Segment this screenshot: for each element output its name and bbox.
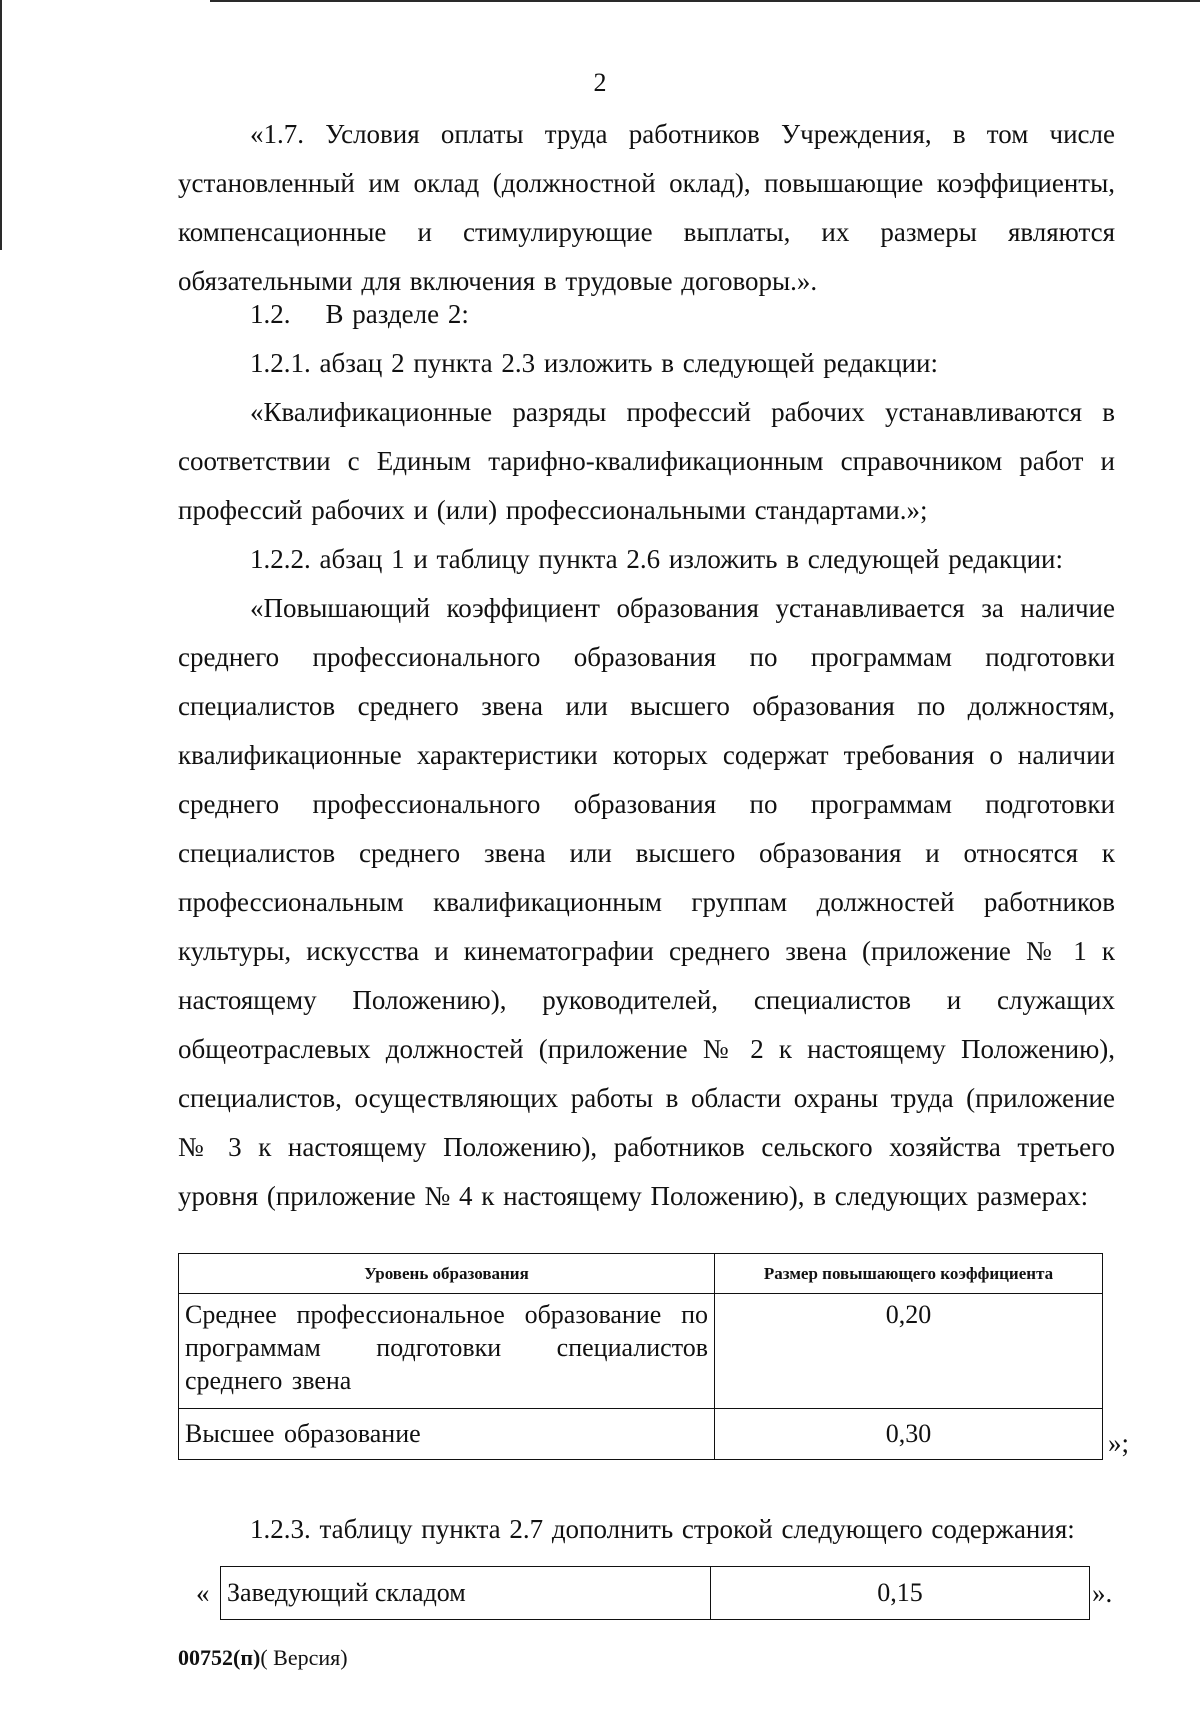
- paragraph-1-2-2: [178, 535, 1115, 584]
- storage-opening-quote: «: [196, 1578, 210, 1608]
- table-header-coefficient: Размер повышающего коэффициента: [715, 1254, 1103, 1294]
- paragraph-text: «Квалификационные разряды профессий рабочих устанавливаются в соответствии с Единым тарифно-квалификационным справочником работ и профессий рабочих и (или) профессиональными стандартами.»;: [178, 397, 1115, 525]
- document-code: [178, 1645, 348, 1671]
- storage-closing-quote: ».: [1092, 1578, 1113, 1608]
- paragraph-text: 1.2.3. таблицу пункта 2.7 дополнить строкой следующего содержания:: [250, 1514, 1075, 1544]
- table-row: [221, 1567, 1090, 1620]
- paragraph-text: 1.2. В разделе 2:: [250, 299, 469, 329]
- table-row: [179, 1409, 1103, 1460]
- paragraph-text: 1.2.2. абзац 1 и таблицу пункта 2.6 изложить в следующей редакции:: [250, 544, 1064, 574]
- scan-top-edge: [210, 0, 1200, 2]
- table-row: [179, 1294, 1103, 1409]
- page-number: 2: [593, 68, 607, 97]
- paragraph-1-7: [178, 110, 1115, 306]
- scan-left-edge: [0, 0, 2, 250]
- table-cell-position: Заведующий складом: [221, 1567, 711, 1620]
- table-closing-quote: »;: [1108, 1428, 1130, 1458]
- table-header-level: Уровень образования: [179, 1254, 715, 1294]
- table-cell-coefficient: 0,15: [711, 1567, 1090, 1620]
- storage-table: [220, 1566, 1090, 1620]
- paragraph-coefficient: [178, 584, 1115, 1221]
- document-code-number: 00752(п): [178, 1645, 261, 1670]
- table-cell-coefficient: 0,30: [715, 1409, 1103, 1460]
- table-cell-level: Среднее профессиональное образование по программам подготовки специалистов среднего звена: [179, 1294, 715, 1409]
- coefficient-table: [178, 1253, 1103, 1460]
- document-version: ( Версия): [260, 1645, 348, 1670]
- paragraph-1-2-3: [178, 1505, 1115, 1554]
- table-header-row: [179, 1254, 1103, 1294]
- table-cell-level: Высшее образование: [179, 1409, 715, 1460]
- paragraph-text: «Повышающий коэффициент образования устанавливается за наличие среднего профессионального образования по программам подготовки специалистов среднего звена или высшего образования по должностям, квалификационные характеристики которых содержат требования о наличии среднего профессионального образования по программам подготовки специалистов среднего звена или высшего образования и относятся к профессиональным квалификационным группам должностей работников культуры, искусства и кинематографии среднего звена (приложение № 1 к настоящему Положению), руководителей, специалистов и служащих общеотраслевых должностей (приложение № 2 к настоящему Положению), специалистов, осуществляющих работы в области охраны труда (приложение № 3 к настоящему Положению), работников сельского хозяйства третьего уровня (приложение № 4 к настоящему Положению), в следующих размерах:: [178, 593, 1115, 1211]
- paragraph-text: «1.7. Условия оплаты труда работников Учреждения, в том числе установленный им оклад (должностной оклад), повышающие коэффициенты, компенсационные и стимулирующие выплаты, их размеры являются обязательными для включения в трудовые договоры.».: [178, 119, 1115, 296]
- paragraph-1-2-1: [178, 339, 1115, 388]
- table-cell-coefficient: 0,20: [715, 1294, 1103, 1409]
- paragraph-text: 1.2.1. абзац 2 пункта 2.3 изложить в следующей редакции:: [250, 348, 939, 378]
- paragraph-qualification: [178, 388, 1115, 535]
- section-heading-1-2: [178, 290, 1115, 339]
